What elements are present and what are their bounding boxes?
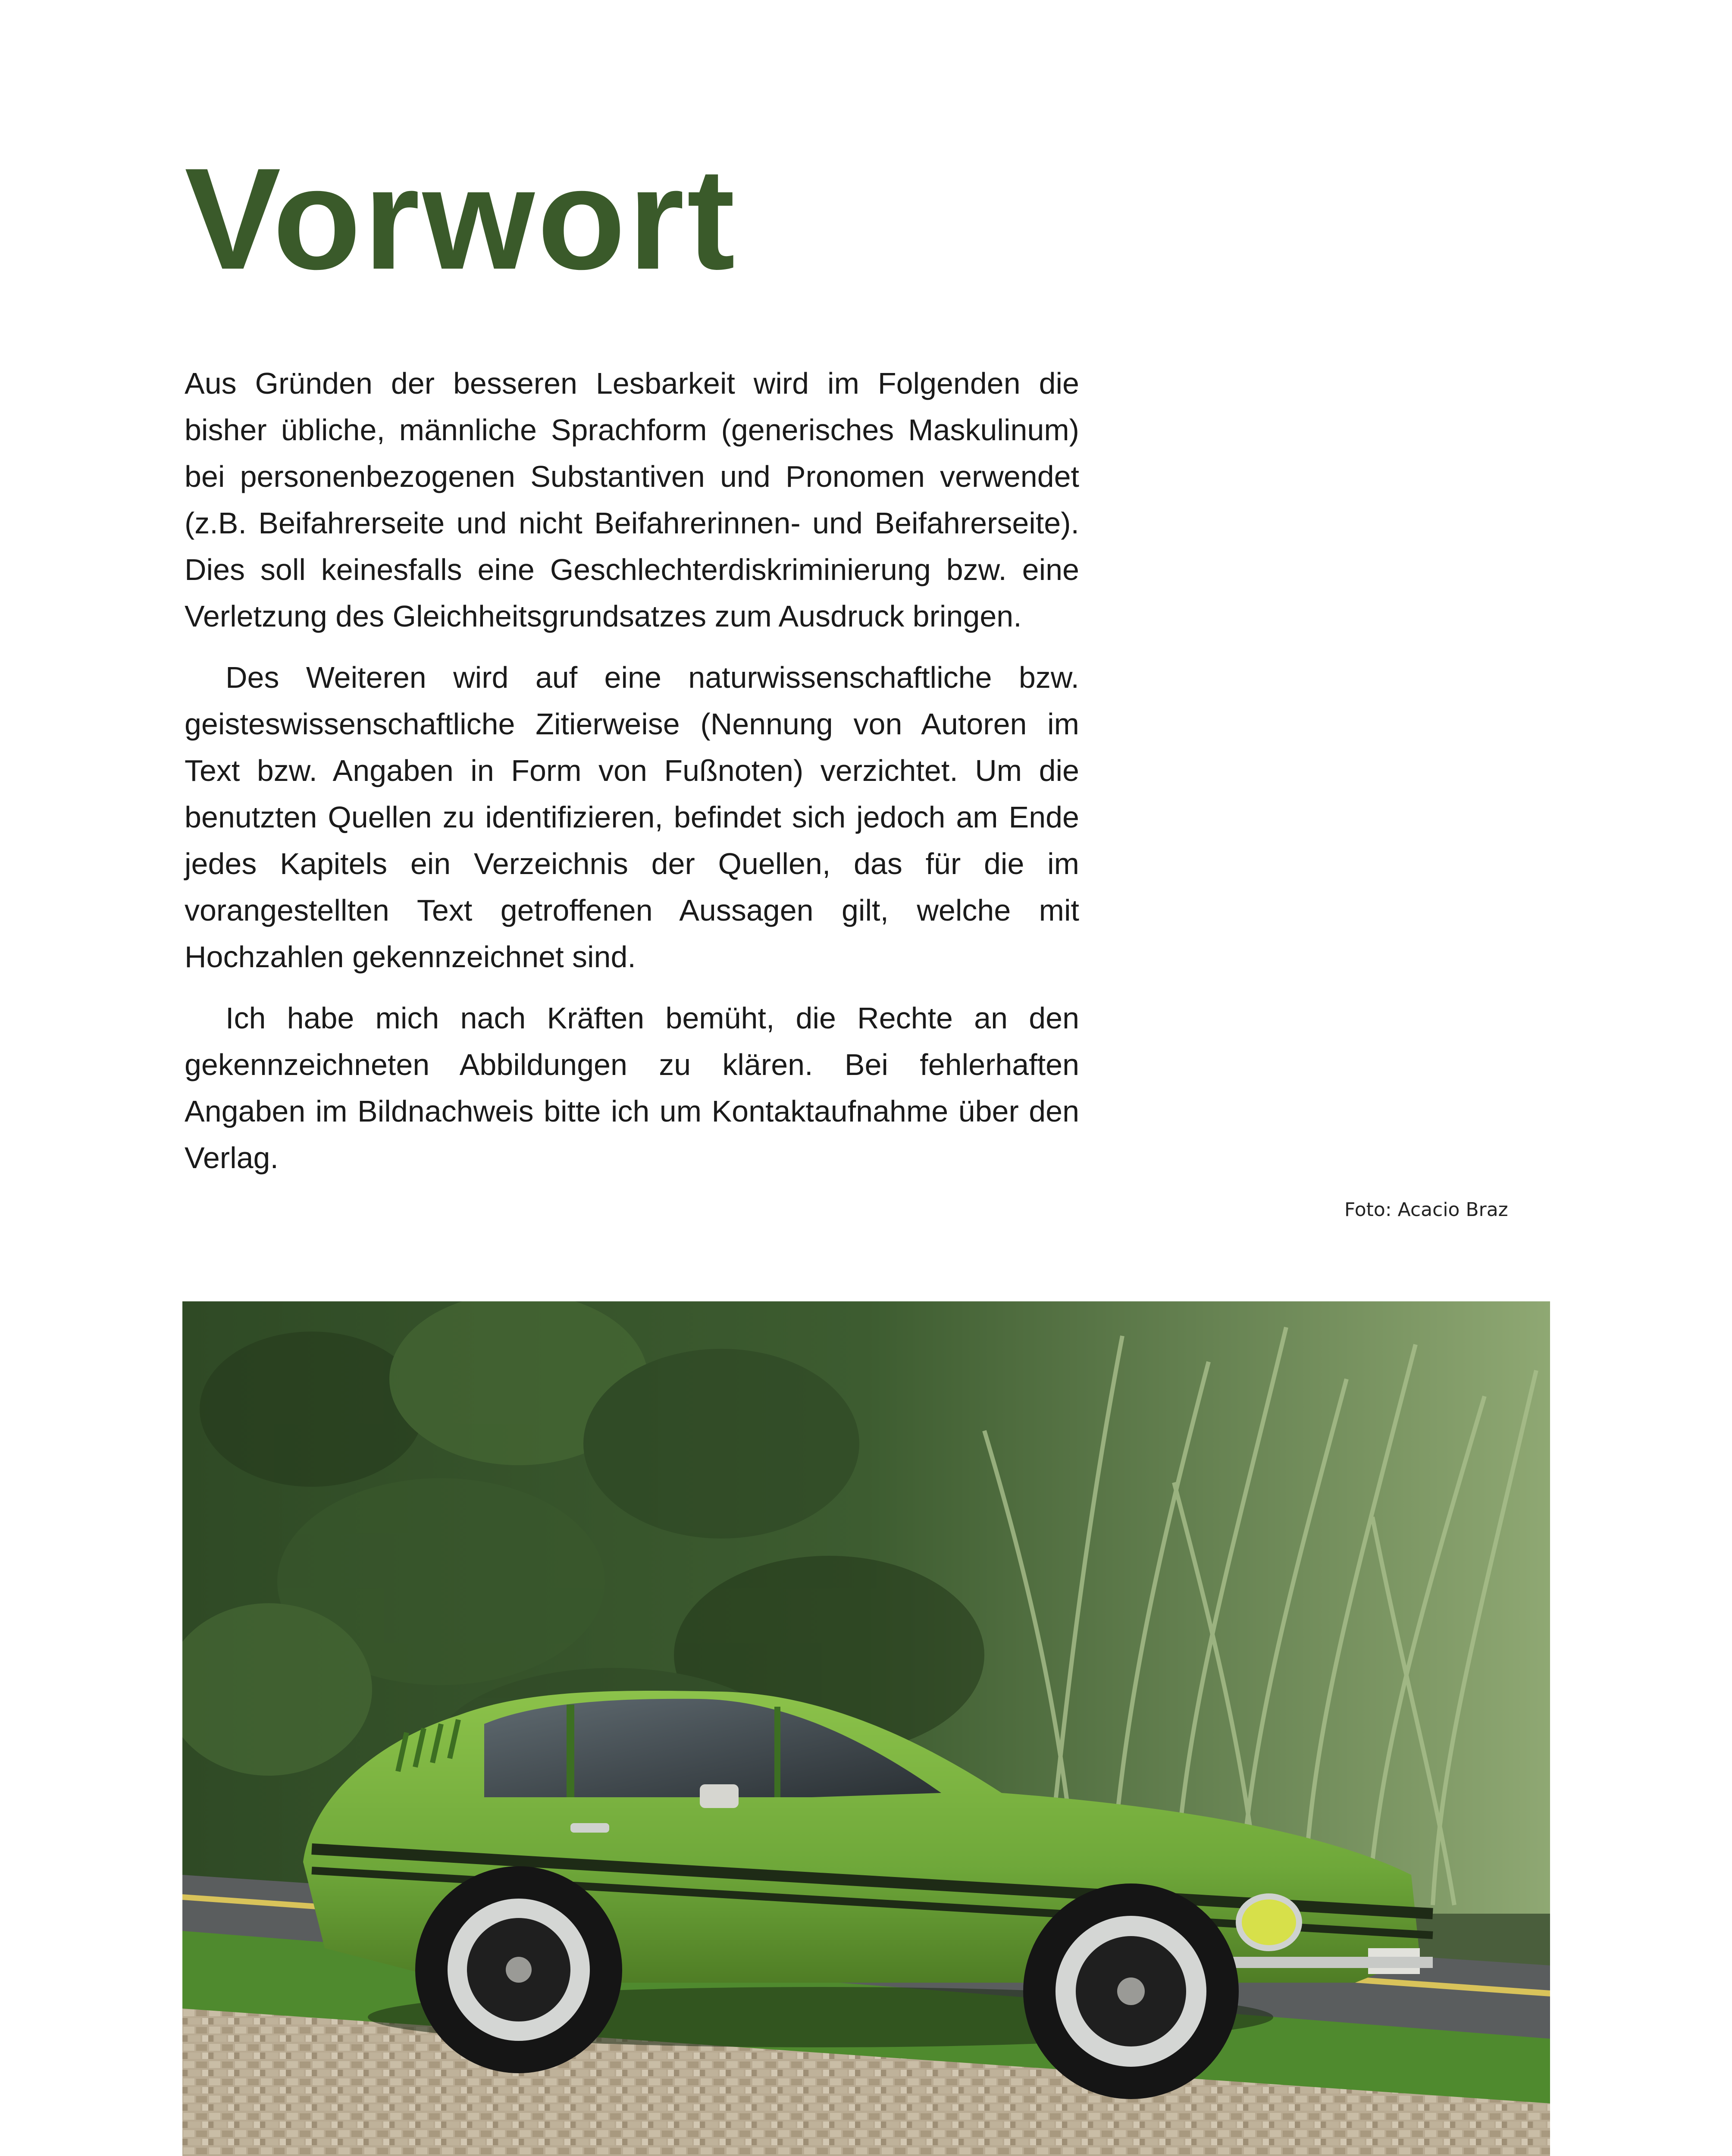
car-photo <box>182 1301 1550 2156</box>
paragraph-image-rights: Ich habe mich nach Kräften bemüht, die Rechte an den gekennzeichneten Abbildungen zu klären. Bei fehlerhaften Angaben im Bildnachweis bitte ich um Kontaktaufnahme über den Verlag. <box>185 1001 1079 1175</box>
car-photo-illustration <box>182 1301 1550 2156</box>
rear-wheel <box>415 1866 622 2073</box>
page-title: Vorwort <box>185 138 738 299</box>
photo-credit: Foto: Acacio Braz <box>1344 1199 1508 1221</box>
paragraph-gender-note: Aus Gründen der besseren Lesbarkeit wird im Folgenden die bisher übliche, männliche Sprachform (generisches Maskulinum) bei personenbezogenen Substantiven und Pronomen verwendet (z.B. Beifahrerseite und nicht Beifahrerinnen- und Beifahrerseite). Dies soll keinesfalls eine Geschlechterdiskriminierung bzw. eine Verletzung des Gleichheitsgrundsatzes zum Ausdruck bringen. <box>185 367 1079 633</box>
front-wheel <box>1023 1883 1239 2099</box>
paragraph-citation-note: Des Weiteren wird auf eine naturwissenschaftliche bzw. geisteswissenschaftliche Zitierweise (Nennung von Autoren im Text bzw. Angaben in Form von Fußnoten) verzichtet. Um die benutzten Quellen zu identifizieren, befindet sich jedoch am Ende jedes Kapitels ein Verzeichnis der Quellen, das für die im vorangestellten Text getroffenen Aussagen gilt, welche mit Hochzahlen gekennzeichnet sind. <box>185 661 1079 974</box>
foreword-text <box>185 360 1079 1196</box>
